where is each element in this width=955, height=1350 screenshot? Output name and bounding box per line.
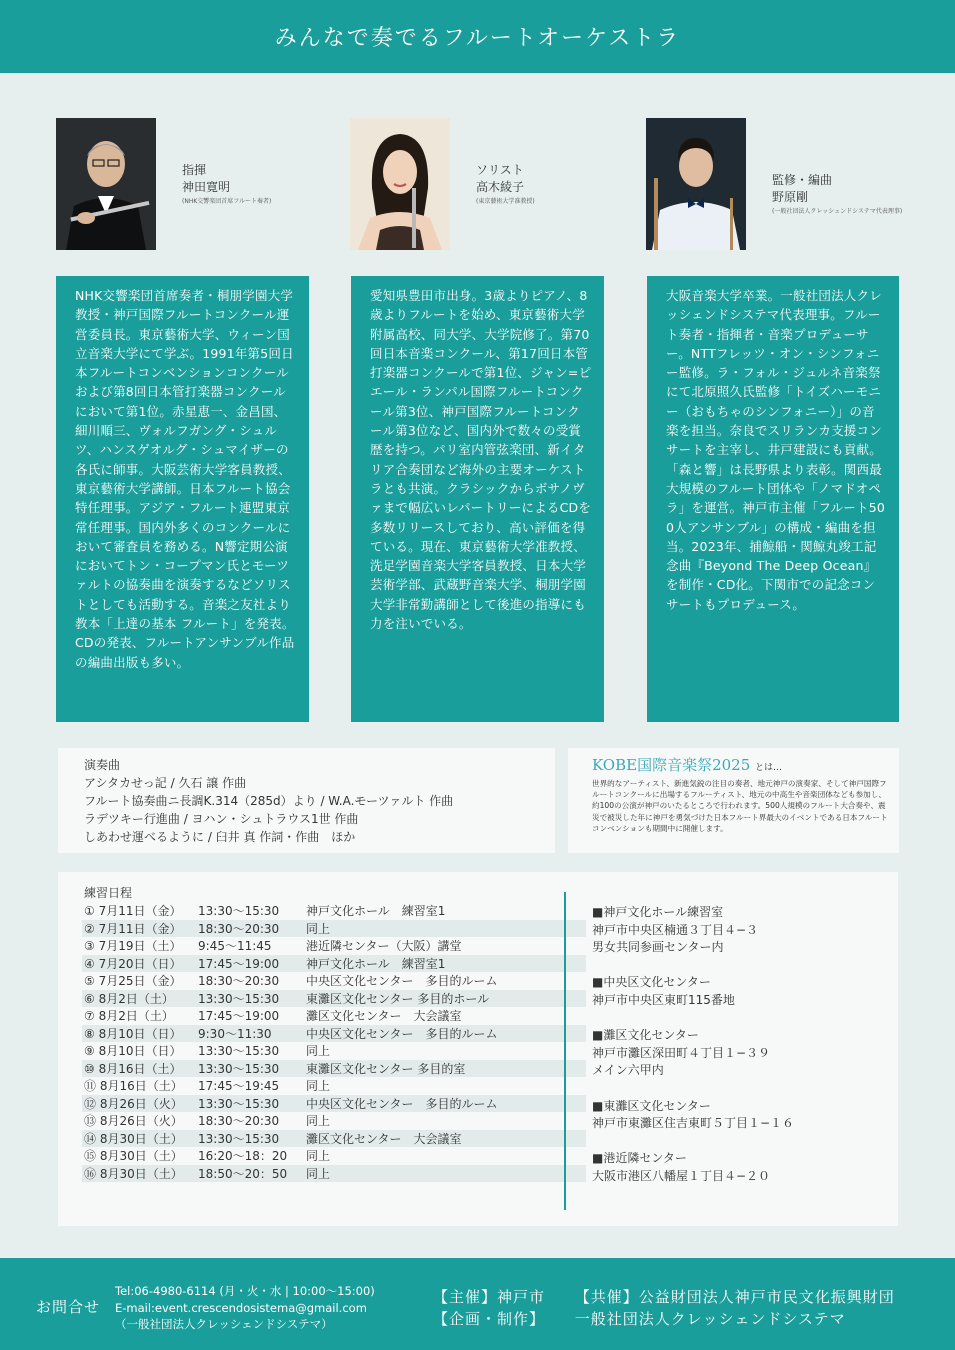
venue-name: ■東灘区文化センター [592,1098,711,1113]
rehearsal-title: 練習日程 [84,886,133,900]
schedule-date: ⑫ 8月26日（火） [84,1096,183,1111]
schedule-date: ⑩ 8月16日（土） [84,1061,182,1076]
schedule-time: 17:45〜19:45 [198,1079,280,1094]
schedule-date: ① 7月11日（金） [84,904,182,919]
conductor-label [182,162,271,208]
conductor-name: 神田寛明 [182,180,231,194]
program-piece: しあわせ運べるように / 臼井 真 作詞・作曲 ほか [84,830,356,844]
schedule-place: 中央区文化センター 多目的ルーム [306,1026,498,1041]
program-piece: アシタカせっ記 / 久石 譲 作曲 [84,776,247,790]
schedule-row [82,1147,586,1165]
venue-item [592,974,794,1009]
schedule-date: ⑤ 7月25日（金） [84,974,182,989]
festival-description: 世界的なアーティスト、新進気鋭の注目の奏者、地元神戸の演奏家、そして神戸国際フルートコンクールに出場するフルーティスト、地元の中高生や音楽団体なども参加し、約100の公演が神戸のいたるところで行われます。500人規模のフルート大合奏や、震災で被災した年に神戸を勇気づけた日本フルート界最大のイベントである日本フルートコンベンションも期間中に開催します。 [592,779,888,833]
page-title: みんなで奏でるフルートオーケストラ [274,26,681,51]
soloist-label [476,162,535,208]
schedule-time: 13:30〜15:30 [198,1061,280,1076]
schedule-time: 13:30〜15:30 [198,1096,280,1111]
venue-address: 神戸市東灘区住吉東町５丁目１−１６ [592,1116,795,1131]
schedule-date: ⑥ 8月2日（土） [84,991,174,1006]
schedule-place: 神戸文化ホール 練習室1 [306,956,446,971]
venue-name: ■中央区文化センター [592,975,711,990]
venue-address: 神戸市灘区深田町４丁目１−３９ [592,1045,771,1060]
rehearsal-schedule [82,902,586,1182]
supervisor-bio-panel [647,276,899,722]
schedule-date: ⑮ 8月30日（土） [84,1149,183,1164]
soloist-affiliation: (東京藝術大学准教授) [476,198,535,205]
supervisor-affiliation: (一般社団法人クレッシェンドシステマ代表理事) [772,208,903,215]
schedule-time: 13:30〜15:30 [198,991,280,1006]
footer [0,1258,955,1350]
venue-address: メイン六甲内 [592,1063,664,1078]
soloist-bio-panel [351,276,604,722]
schedule-date: ⑪ 8月16日（土） [84,1079,183,1094]
venue-name: ■神戸文化ホール練習室 [592,905,724,919]
schedule-place: 灘区文化センター 大会議室 [306,1009,462,1024]
schedule-date: ③ 7月19日（土） [84,939,182,954]
supervisor-name: 野原剛 [772,190,809,204]
schedule-place: 同上 [306,1044,331,1059]
schedule-time: 17:45〜19:00 [198,956,280,971]
schedule-time: 18:50〜20：50 [198,1166,288,1181]
conductor-photo [56,118,156,250]
schedule-time: 13:30〜15:30 [198,1044,280,1059]
program-title: 演奏曲 [84,758,121,772]
schedule-place: 中央区文化センター 多目的ルーム [306,974,498,989]
schedule-time: 17:45〜19:00 [198,1009,280,1024]
schedule-date: ⑭ 8月30日（土） [84,1131,183,1146]
planner-name: 一般社団法人クレッシェンドシステマ [574,1310,846,1328]
contact-org: （一般社団法人クレッシェンドシステマ） [115,1317,333,1331]
schedule-place: 同上 [306,1114,331,1129]
schedule-time: 13:30〜15:30 [198,1131,280,1146]
venue-address: 男女共同参画センター内 [592,940,724,955]
cohost-label: 【共催】公益財団法人神戸市民文化振興財団 [574,1288,895,1306]
schedule-place: 港近隣センター（大阪）講堂 [306,939,462,954]
schedule-place: 東灘区文化センター 多目的ホール [306,991,490,1006]
supervisor-photo [646,118,746,250]
schedule-row [82,990,586,1008]
divider [564,892,566,1210]
schedule-time: 18:30〜20:30 [198,921,280,936]
venue-list [592,904,794,1203]
venue-item [592,904,794,957]
schedule-date: ⑯ 8月30日（土） [84,1166,183,1181]
venue-name: ■港近隣センター [592,1151,687,1166]
planner-label: 【企画・制作】 [433,1310,546,1328]
supervisor-label [772,172,902,218]
schedule-date: ⑨ 8月10日（日） [84,1044,182,1059]
soloist-role: ソリスト [476,163,524,177]
schedule-row [82,972,586,990]
schedule-row [82,920,586,938]
program-piece: フルート協奏曲ニ長調K.314（285d）より / W.A.モーツァルト 作曲 [84,794,454,808]
venue-name: ■灘区文化センター [592,1028,699,1043]
program-panel [58,748,555,853]
schedule-place: 中央区文化センター 多目的ルーム [306,1096,498,1111]
schedule-time: 18:30〜20:30 [198,1114,280,1129]
schedule-place: 灘区文化センター 大会議室 [306,1131,462,1146]
schedule-row [82,902,586,920]
schedule-row [82,1095,586,1113]
schedule-date: ⑬ 8月26日（火） [84,1114,183,1129]
contact-tel: Tel:06-4980-6114 (月・火・水 | 10:00〜15:00) [115,1284,375,1298]
schedule-date: ⑦ 8月2日（土） [84,1009,174,1024]
venue-address: 神戸市中央区楠通３丁目４−３ [592,922,759,937]
schedule-row [82,1130,586,1148]
festival-title-suffix: とは… [755,763,783,773]
schedule-place: 同上 [306,921,331,936]
schedule-place: 東灘区文化センター 多目的室 [306,1061,466,1076]
venue-item [592,1150,794,1185]
supervisor-role: 監修・編曲 [772,173,833,187]
schedule-place: 同上 [306,1079,331,1094]
schedule-date: ② 7月11日（金） [84,921,182,936]
soloist-photo [350,118,450,250]
inquiry-label: お問合せ [36,1298,101,1316]
program-piece: ラデツキー行進曲 / ヨハン・シュトラウス1世 作曲 [84,812,359,826]
schedule-row [82,1165,586,1183]
schedule-row [82,1077,586,1095]
festival-title [592,754,899,775]
schedule-time: 18:30〜20:30 [198,974,280,989]
venue-address: 大阪市港区八幡屋１丁目４−２０ [592,1168,771,1183]
schedule-row [82,1007,586,1025]
schedule-date: ④ 7月20日（日） [84,956,182,971]
schedule-row [82,1042,586,1060]
schedule-place: 神戸文化ホール 練習室1 [306,904,446,919]
conductor-role: 指揮 [182,163,207,177]
schedule-row [82,955,586,973]
venue-item [592,1098,794,1133]
schedule-place: 同上 [306,1149,331,1164]
contact-email[interactable]: E-mail:event.crescendosistema@gmail.com [115,1300,367,1315]
conductor-affiliation: (NHK交響楽団首席フルート奏者) [182,198,272,205]
rehearsal-panel [58,872,898,1226]
contact-info [115,1283,375,1333]
schedule-row [82,1112,586,1130]
soloist-bio-text: 愛知県豊田市出身。3歳よりピアノ、8歳よりフルートを始め、東京藝術大学附属高校、同大学、大学院修了。第70回日本音楽コンクール、第17回日本管打楽器コンクールで第1位、ジャン=ピエール・ランパル国際フルートコンクール第3位、神戸国際フルートコンクール第3位など、国内外で数々の受賞歴を持つ。パリ室内管弦楽団、新イタリア合奏団など海外の主要オーケストラとも共演。クラシックからボサノヴァまで幅広いレパートリーによるCDを多数リリースしており、高い評価を得ている。現在、東京藝術大学准教授、洗足学園音楽大学客員教授、日本大学芸術学部、武蔵野音楽大学、桐朋学園大学非常勤講師として後進の指導にも力を注いでいる。 [370,288,592,632]
conductor-bio-text: NHK交響楽団首席奏者・桐朋学園大学教授・神戸国際フルートコンクール運営委員長。東京藝術大学、ウィーン国立音楽大学にて学ぶ。1991年第5回日本フルートコンベンションコンクールおよび第8回日本管打楽器コンクールにおいて第1位。赤星恵一、金昌国、細川順三、ヴォルフガング・シュルツ、ハンスゲオルグ・シュマイザーの各氏に師事。大阪芸術大学客員教授、東京藝術大学講師。日本フルート協会特任理事。アジア・フルート連盟東京常任理事。国内外多くのコンクールにおいて審査員を務める。N響定期公演においてトン・コープマン氏とモーツァルトの協奏曲を演奏するなどソリストとしても活動する。音楽之友社より教本「上達の基本 フルート」を発表。CDの発表、フルートアンサンブル作品の編曲出版も多い。 [75,288,295,670]
page-header [0,0,955,73]
schedule-time: 16:20〜18：20 [198,1149,288,1164]
venue-item [592,1027,794,1080]
festival-name: KOBE国際音楽祭2025 [592,756,751,774]
schedule-row [82,937,586,955]
schedule-time: 13:30〜15:30 [198,904,280,919]
schedule-time: 9:30〜11:30 [198,1026,272,1041]
host-label: 【主催】神戸市 [433,1288,546,1306]
schedule-time: 9:45〜11:45 [198,939,272,954]
schedule-row [82,1060,586,1078]
conductor-bio-panel [56,276,309,722]
soloist-name: 高木綾子 [476,180,525,194]
festival-panel [568,748,899,853]
supervisor-bio-text: 大阪音楽大学卒業。一般社団法人クレッシェンドシステマ代表理事。フルート奏者・指揮者・音楽プロデューサー。NTTフレッツ・オン・シンフォニー監修。ラ・フォル・ジュルネ音楽祭にて北原照久氏監修「トイズハーモニー（おもちゃのシンフォニー）」の音楽を担当。奈良でスリランカ支援コンサートを主宰し、井戸建設にも貢献。「森と響」は長野県より表彰。関西最大規模のフルート団体や「ノマドオペラ」を運営。神戸市主催「フルート500人アンサンブル」の構成・編曲を担当。2023年、捕鯨船・関鯨丸竣工記念曲『Beyond The Deep Ocean』を制作・CD化。下関市での記念コンサートもプロデュース。 [666,288,886,612]
schedule-date: ⑧ 8月10日（日） [84,1026,182,1041]
schedule-place: 同上 [306,1166,331,1181]
schedule-row [82,1025,586,1043]
venue-address: 神戸市中央区東町115番地 [592,992,735,1007]
organizers [433,1286,895,1330]
